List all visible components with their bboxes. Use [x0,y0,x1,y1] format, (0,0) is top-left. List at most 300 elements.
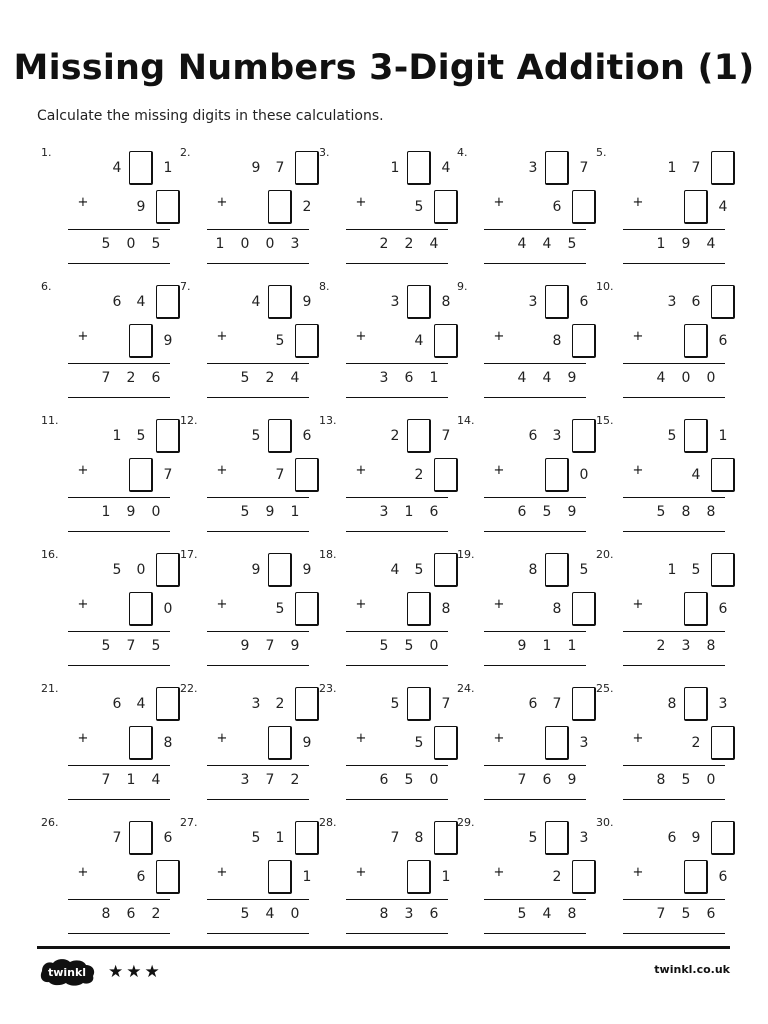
missing-digit-box[interactable] [684,860,708,894]
digit: 6 [579,294,589,310]
digit: 5 [136,428,146,444]
plus-sign: + [77,731,89,746]
instructions: Calculate the missing digits in these calculations. [37,108,384,124]
answer-digit: 1 [429,370,439,386]
digit: 1 [275,830,285,846]
plus-sign: + [355,463,367,478]
missing-digit-box[interactable] [711,553,735,587]
missing-digit-box[interactable] [268,726,292,760]
answer-underline [346,263,448,264]
missing-digit-box[interactable] [434,821,458,855]
missing-digit-box[interactable] [129,726,153,760]
missing-digit-box[interactable] [407,687,431,721]
answer-digit: 0 [429,638,439,654]
plus-sign: + [493,731,505,746]
problem-number: 25. [596,682,614,695]
answer-digit: 2 [265,370,275,386]
answer-underline [346,531,448,532]
digit: 4 [691,467,701,483]
missing-digit-box[interactable] [295,592,319,626]
answer-digit: 2 [404,236,414,252]
answer-digit: 9 [517,638,527,654]
answer-digit: 7 [265,772,275,788]
sum-line [68,363,170,364]
digit: 7 [579,160,589,176]
digit: 5 [112,562,122,578]
digit: 1 [112,428,122,444]
digit: 4 [136,294,146,310]
problem-29 [457,816,589,936]
digit: 7 [441,428,451,444]
answer-digit: 9 [290,638,300,654]
digit: 4 [718,199,728,215]
digit: 6 [302,428,312,444]
problem-number: 3. [319,146,330,159]
answer-digit: 4 [517,370,527,386]
missing-digit-box[interactable] [711,458,735,492]
sum-line [207,765,309,766]
sum-line [623,363,725,364]
problem-number: 24. [457,682,475,695]
problem-20 [596,548,728,668]
plus-sign: + [632,463,644,478]
answer-digit: 3 [404,906,414,922]
digit: 1 [718,428,728,444]
missing-digit-box[interactable] [684,324,708,358]
plus-sign: + [216,463,228,478]
missing-digit-box[interactable] [156,553,180,587]
answer-digit: 3 [290,236,300,252]
twinkl-logo [36,956,98,986]
plus-sign: + [493,195,505,210]
missing-digit-box[interactable] [407,151,431,185]
answer-digit: 6 [151,370,161,386]
problem-24 [457,682,589,802]
missing-digit-box[interactable] [711,285,735,319]
footer-divider [37,946,730,949]
problem-5 [596,146,728,266]
answer-underline [623,263,725,264]
answer-digit: 6 [429,504,439,520]
answer-digit: 1 [542,638,552,654]
answer-digit: 4 [151,772,161,788]
missing-digit-box[interactable] [545,726,569,760]
digit: 7 [163,467,173,483]
problem-number: 14. [457,414,475,427]
plus-sign: + [355,865,367,880]
missing-digit-box[interactable] [545,821,569,855]
digit: 6 [718,333,728,349]
answer-digit: 0 [290,906,300,922]
missing-digit-box[interactable] [684,190,708,224]
answer-underline [68,263,170,264]
plus-sign: + [493,865,505,880]
plus-sign: + [355,597,367,612]
digit: 2 [552,869,562,885]
answer-underline [484,263,586,264]
digit: 5 [390,696,400,712]
answer-digit: 8 [706,504,716,520]
digit: 8 [528,562,538,578]
problem-number: 5. [596,146,607,159]
missing-digit-box[interactable] [268,860,292,894]
plus-sign: + [216,731,228,746]
problem-10 [596,280,728,400]
problem-number: 7. [180,280,191,293]
problem-number: 17. [180,548,198,561]
digit: 7 [552,696,562,712]
missing-digit-box[interactable] [434,726,458,760]
problem-number: 16. [41,548,59,561]
answer-digit: 1 [215,236,225,252]
digit: 3 [390,294,400,310]
digit: 0 [163,601,173,617]
answer-underline [68,531,170,532]
missing-digit-box[interactable] [572,860,596,894]
problem-number: 2. [180,146,191,159]
sum-line [484,229,586,230]
missing-digit-box[interactable] [545,151,569,185]
answer-underline [484,799,586,800]
answer-digit: 0 [126,236,136,252]
answer-digit: 8 [656,772,666,788]
answer-digit: 0 [240,236,250,252]
missing-digit-box[interactable] [684,592,708,626]
digit: 3 [579,735,589,751]
plus-sign: + [77,865,89,880]
missing-digit-box[interactable] [711,726,735,760]
sum-line [346,497,448,498]
sum-line [623,631,725,632]
answer-underline [623,665,725,666]
plus-sign: + [77,195,89,210]
answer-digit: 0 [706,370,716,386]
digit: 5 [251,830,261,846]
sum-line [346,229,448,230]
digit: 6 [112,696,122,712]
missing-digit-box[interactable] [684,419,708,453]
digit: 9 [136,199,146,215]
digit: 5 [414,735,424,751]
answer-digit: 6 [542,772,552,788]
problem-4 [457,146,589,266]
digit: 4 [136,696,146,712]
answer-digit: 4 [706,236,716,252]
missing-digit-box[interactable] [684,687,708,721]
problem-number: 6. [41,280,52,293]
answer-digit: 9 [567,772,577,788]
missing-digit-box[interactable] [407,860,431,894]
missing-digit-box[interactable] [572,324,596,358]
missing-digit-box[interactable] [156,687,180,721]
plus-sign: + [216,195,228,210]
missing-digit-box[interactable] [156,190,180,224]
plus-sign: + [632,865,644,880]
problem-21 [41,682,173,802]
answer-underline [623,397,725,398]
sum-line [346,899,448,900]
digit: 5 [528,830,538,846]
answer-underline [207,665,309,666]
answer-digit: 7 [265,638,275,654]
answer-digit: 0 [681,370,691,386]
answer-digit: 2 [656,638,666,654]
sum-line [207,229,309,230]
problem-16 [41,548,173,668]
answer-digit: 2 [151,906,161,922]
problem-number: 20. [596,548,614,561]
plus-sign: + [355,731,367,746]
answer-digit: 1 [656,236,666,252]
answer-digit: 5 [517,906,527,922]
difficulty-stars: ★★★ [108,962,163,982]
sum-line [207,497,309,498]
problem-2 [180,146,312,266]
digit: 8 [552,601,562,617]
answer-underline [484,397,586,398]
digit: 4 [251,294,261,310]
answer-digit: 9 [240,638,250,654]
digit: 2 [414,467,424,483]
answer-digit: 1 [567,638,577,654]
answer-digit: 4 [517,236,527,252]
answer-underline [623,933,725,934]
answer-digit: 5 [379,638,389,654]
digit: 9 [251,562,261,578]
missing-digit-box[interactable] [156,860,180,894]
answer-digit: 8 [681,504,691,520]
missing-digit-box[interactable] [434,553,458,587]
digit: 9 [251,160,261,176]
sum-line [484,765,586,766]
answer-digit: 6 [404,370,414,386]
answer-digit: 7 [101,772,111,788]
sum-line [207,363,309,364]
digit: 5 [275,601,285,617]
missing-digit-box[interactable] [268,190,292,224]
missing-digit-box[interactable] [434,458,458,492]
answer-underline [346,665,448,666]
plus-sign: + [493,329,505,344]
plus-sign: + [355,329,367,344]
answer-underline [484,665,586,666]
digit: 0 [136,562,146,578]
digit: 8 [552,333,562,349]
problem-23 [319,682,451,802]
problem-number: 23. [319,682,337,695]
answer-digit: 1 [404,504,414,520]
digit: 2 [302,199,312,215]
problem-22 [180,682,312,802]
digit: 7 [275,160,285,176]
problem-11 [41,414,173,534]
answer-digit: 5 [567,236,577,252]
digit: 5 [414,562,424,578]
digit: 8 [163,735,173,751]
missing-digit-box[interactable] [268,419,292,453]
digit: 5 [414,199,424,215]
missing-digit-box[interactable] [572,687,596,721]
digit: 7 [275,467,285,483]
digit: 7 [112,830,122,846]
digit: 6 [667,830,677,846]
digit: 9 [691,830,701,846]
problem-12 [180,414,312,534]
digit: 3 [528,294,538,310]
sum-line [68,765,170,766]
digit: 6 [718,869,728,885]
digit: 6 [528,696,538,712]
sum-line [346,631,448,632]
problem-7 [180,280,312,400]
missing-digit-box[interactable] [407,285,431,319]
plus-sign: + [493,463,505,478]
missing-digit-box[interactable] [545,458,569,492]
digit: 9 [302,562,312,578]
missing-digit-box[interactable] [407,592,431,626]
sum-line [484,363,586,364]
digit: 6 [552,199,562,215]
missing-digit-box[interactable] [407,419,431,453]
answer-underline [68,665,170,666]
answer-digit: 8 [379,906,389,922]
digit: 5 [691,562,701,578]
missing-digit-box[interactable] [268,553,292,587]
answer-digit: 5 [151,638,161,654]
missing-digit-box[interactable] [572,190,596,224]
answer-digit: 6 [379,772,389,788]
answer-digit: 9 [265,504,275,520]
digit: 7 [441,696,451,712]
answer-digit: 0 [706,772,716,788]
answer-underline [207,397,309,398]
plus-sign: + [632,195,644,210]
answer-digit: 5 [542,504,552,520]
missing-digit-box[interactable] [156,285,180,319]
problem-number: 28. [319,816,337,829]
digit: 8 [667,696,677,712]
answer-underline [68,933,170,934]
digit: 3 [552,428,562,444]
problem-number: 15. [596,414,614,427]
digit: 6 [136,869,146,885]
digit: 9 [163,333,173,349]
digit: 4 [414,333,424,349]
problem-3 [319,146,451,266]
plus-sign: + [355,195,367,210]
digit: 6 [718,601,728,617]
digit: 4 [390,562,400,578]
answer-digit: 5 [151,236,161,252]
digit: 1 [667,160,677,176]
site-url: twinkl.co.uk [654,963,730,976]
missing-digit-box[interactable] [434,324,458,358]
plus-sign: + [216,865,228,880]
sum-line [68,497,170,498]
answer-underline [346,933,448,934]
missing-digit-box[interactable] [129,458,153,492]
problem-28 [319,816,451,936]
answer-digit: 5 [681,772,691,788]
digit: 4 [112,160,122,176]
missing-digit-box[interactable] [711,151,735,185]
problem-number: 30. [596,816,614,829]
digit: 8 [441,294,451,310]
worksheet-title: Missing Numbers 3-Digit Addition (1) [13,48,755,88]
answer-digit: 6 [429,906,439,922]
digit: 7 [691,160,701,176]
problem-number: 21. [41,682,59,695]
answer-digit: 5 [101,236,111,252]
answer-digit: 7 [656,906,666,922]
missing-digit-box[interactable] [129,821,153,855]
answer-underline [68,799,170,800]
sum-line [623,229,725,230]
problem-number: 4. [457,146,468,159]
missing-digit-box[interactable] [156,419,180,453]
answer-digit: 3 [240,772,250,788]
answer-digit: 9 [126,504,136,520]
digit: 8 [414,830,424,846]
missing-digit-box[interactable] [268,285,292,319]
sum-line [484,899,586,900]
missing-digit-box[interactable] [572,592,596,626]
digit: 9 [302,294,312,310]
problem-27 [180,816,312,936]
missing-digit-box[interactable] [545,553,569,587]
problem-26 [41,816,173,936]
missing-digit-box[interactable] [295,458,319,492]
digit: 5 [579,562,589,578]
digit: 1 [390,160,400,176]
missing-digit-box[interactable] [434,190,458,224]
missing-digit-box[interactable] [129,151,153,185]
digit: 1 [667,562,677,578]
missing-digit-box[interactable] [572,419,596,453]
missing-digit-box[interactable] [295,687,319,721]
answer-digit: 6 [706,906,716,922]
digit: 6 [528,428,538,444]
missing-digit-box[interactable] [545,285,569,319]
digit: 2 [275,696,285,712]
missing-digit-box[interactable] [129,592,153,626]
digit: 3 [718,696,728,712]
digit: 2 [390,428,400,444]
digit: 3 [667,294,677,310]
missing-digit-box[interactable] [711,821,735,855]
plus-sign: + [216,597,228,612]
sum-line [68,631,170,632]
problem-number: 9. [457,280,468,293]
answer-digit: 2 [290,772,300,788]
sum-line [484,631,586,632]
digit: 4 [441,160,451,176]
problem-number: 12. [180,414,198,427]
missing-digit-box[interactable] [295,151,319,185]
missing-digit-box[interactable] [129,324,153,358]
answer-digit: 3 [379,504,389,520]
answer-digit: 4 [290,370,300,386]
answer-underline [484,531,586,532]
answer-digit: 0 [265,236,275,252]
digit: 5 [251,428,261,444]
sum-line [623,899,725,900]
problem-number: 8. [319,280,330,293]
problem-number: 22. [180,682,198,695]
problem-1 [41,146,173,266]
missing-digit-box[interactable] [295,324,319,358]
missing-digit-box[interactable] [295,821,319,855]
